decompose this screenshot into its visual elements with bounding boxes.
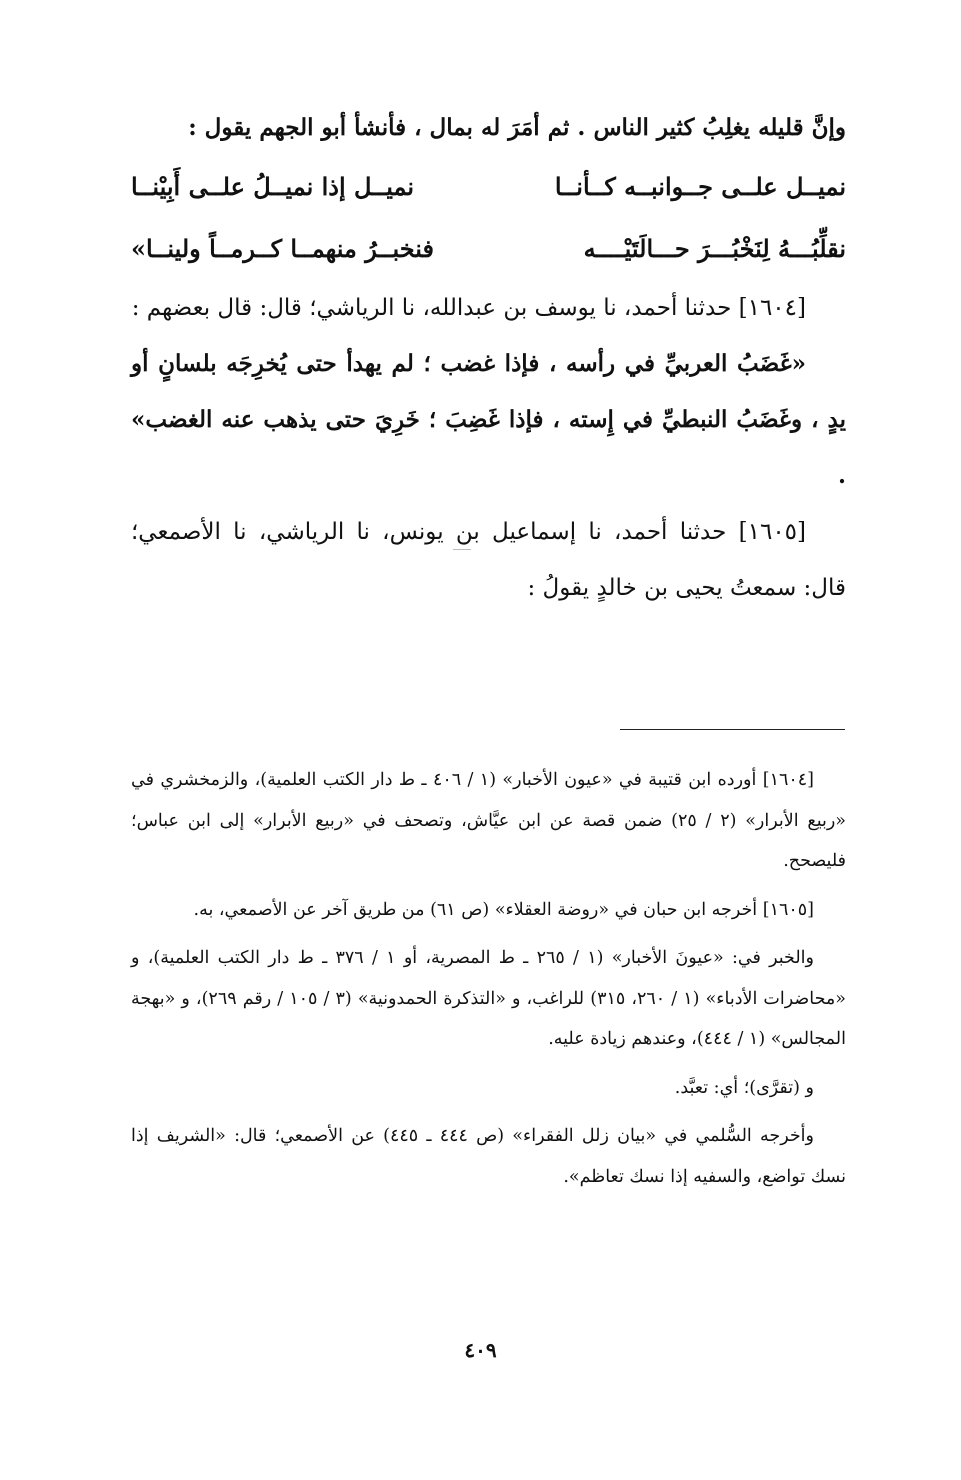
poem-verse-2: [131, 218, 846, 280]
footnotes-block: [131, 760, 846, 1205]
entry-1605-text: حدثنا أحمد، نا إسماعيل بن يونس، نا الرياشي، نا الأصمعي؛ قال: سمعتُ يحيى بن خالدٍ يقولُ :: [131, 519, 846, 601]
footnote-gloss: و (تقرَّى)؛ أي: تعبَّد.: [674, 1077, 814, 1098]
footnote-1605: [١٦٠٥] أخرجه ابن حبان في «روضة العقلاء» (ص ٦١) من طريق آخر عن الأصمعي، به.: [193, 899, 814, 920]
footnote-sources: والخبر في: «عيونَ الأخبار» (١ / ٢٦٥ ـ ط المصرية، أو ١ / ٣٧٦ ـ ط دار الكتب العلمية)، و «محاضرات الأدباء» (١ / ٢٦٠، ٣١٥) للراغب، و «التذكرة الحمدونية» (٣ / ١٠٥ / رقم ٢٦٩)، و «بهجة المجالس» (١ / ٤٤٤)، وعندهم زيادة عليه.: [131, 948, 846, 1049]
scan-mark: [453, 549, 471, 550]
verse-1-first-hemistich: نميــل علــى جــوانبــه كــأنــا: [554, 172, 846, 201]
verse-1-second-hemistich: نميــل إذا نميــلُ علــى أَبِيْنــا: [131, 172, 415, 201]
intro-line: وإنَّ قليله يغلِبُ كثير الناس . ثم أمَرَ له بمال ، فأنشأ أبو الجهم يقول :: [188, 114, 846, 141]
footnote-separator: [620, 729, 845, 730]
footnote-1604: [١٦٠٤] أورده ابن قتيبة في «عيون الأخبار» (١ / ٤٠٦ ـ ط دار الكتب العلمية)، والزمخشري في «ربيع الأبرار» (٢ / ٢٥) ضمن قصة عن ابن عيَّاش، وتصحف في «ربيع الأبرار» إلى ابن عباس؛ فليصحح.: [131, 770, 846, 871]
entry-1605-number: [١٦٠٥]: [738, 519, 807, 545]
main-text-block: [131, 100, 846, 616]
verse-2-second-hemistich: فنخبــرُ منهمــا كــرمــاً ولينــا»: [131, 234, 434, 263]
footnote-sulami: وأخرجه السُّلمي في «بيان زلل الفقراء» (ص ٤٤٤ ـ ٤٤٥) عن الأصمعي؛ قال: «الشريف إذا نسك تواضع، والسفيه إذا نسك تعاظم».: [131, 1126, 846, 1187]
page-number: ٤٠٩: [464, 1338, 497, 1362]
verse-2-first-hemistich: نقلِّبُـــهُ لِنَخْبُـــرَ حـــالَتَيْــــه: [583, 234, 846, 263]
poem-verse-1: [131, 156, 846, 218]
entry-1605: [131, 504, 846, 616]
entry-1604-number: [١٦٠٤]: [738, 295, 806, 321]
entry-1604-quote: «غَضَبُ العربيِّ في رأسه ، فإذا غضب ؛ لم يهدأ حتى يُخرِجَه بلسانٍ أو يدٍ ، وغَضَبُ النبطيِّ في إِسته ، فإذا غَضِبَ ؛ خَرِيَ حتى يذهب عنه الغضب» .: [131, 350, 846, 489]
entry-1604: [131, 280, 846, 336]
entry-1604-text: حدثنا أحمد، نا يوسف بن عبدالله، نا الرياشي؛ قال: قال بعضهم :: [131, 295, 732, 321]
